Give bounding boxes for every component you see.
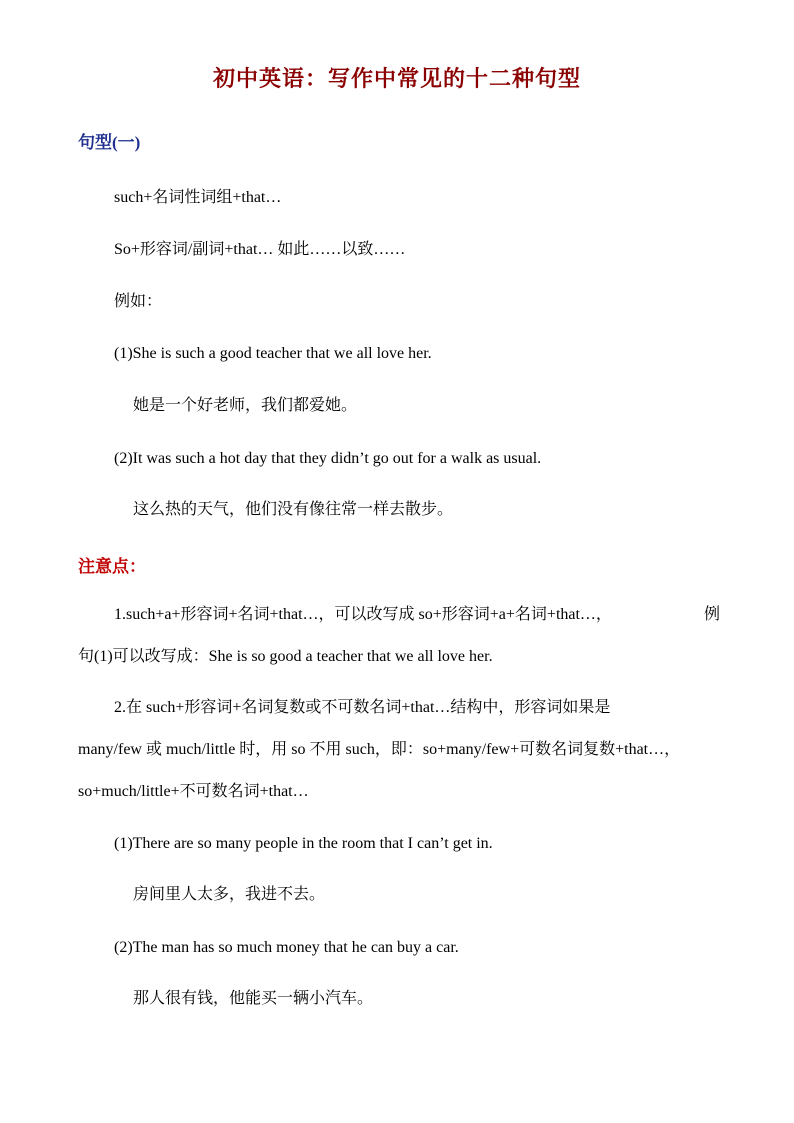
page-title: 初中英语：写作中常见的十二种句型 <box>212 66 581 91</box>
note2-line3: so+much/little+不可数名词+that… <box>78 783 309 800</box>
example3-chinese: 房间里人太多，我进不去。 <box>133 886 326 903</box>
example4-english: (2)The man has so much money that he can buy a car. <box>114 939 459 956</box>
example1-english: (1)She is such a good teacher that we all love her. <box>114 345 432 362</box>
note2-line1: 2.在 such+形容词+名词复数或不可数名词+that…结构中，形容词如果是 <box>114 699 611 716</box>
example1-chinese: 她是一个好老师，我们都爱她。 <box>133 397 358 414</box>
note1-line2: 句(1)可以改写成：She is so good a teacher that we all love her. <box>78 648 493 665</box>
pattern-such: such+名词性词组+that… <box>114 189 282 206</box>
note1-line1 <box>78 605 720 625</box>
note1-line1-end: 例 <box>703 606 720 623</box>
pattern-so: So+形容词/副词+that… 如此……以致…… <box>114 241 406 258</box>
section-heading: 句型(一) <box>78 133 141 152</box>
example2-english: (2)It was such a hot day that they didn’t go out for a walk as usual. <box>114 450 542 467</box>
note2-line2: many/few 或 much/little 时，用 so 不用 such，即：so+many/few+可数名词复数+that…， <box>78 741 681 758</box>
example-label: 例如： <box>114 293 163 310</box>
example4-chinese: 那人很有钱，他能买一辆小汽车。 <box>133 990 374 1007</box>
note1-line1-text: 1.such+a+形容词+名词+that…，可以改写成 so+形容词+a+名词+that…， <box>114 606 612 623</box>
example2-chinese: 这么热的天气，他们没有像往常一样去散步。 <box>133 501 454 518</box>
notes-heading: 注意点： <box>78 557 146 576</box>
example3-english: (1)There are so many people in the room that I can’t get in. <box>114 835 493 852</box>
